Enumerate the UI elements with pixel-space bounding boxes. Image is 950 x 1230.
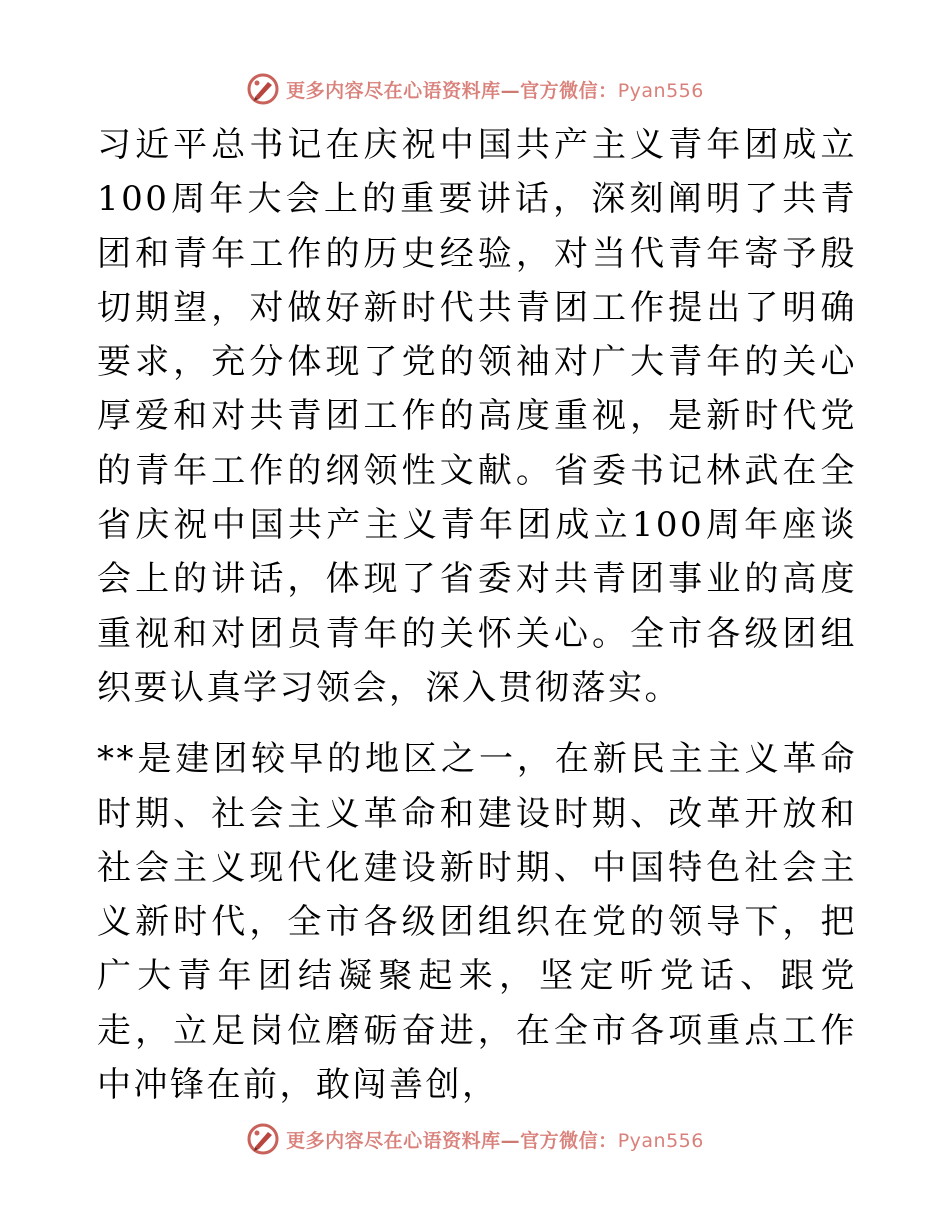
paragraph-2: **是建团较早的地区之一，在新民主主义革命时期、社会主义革命和建设时期、改革开放和社会主义现代化建设新时期、中国特色社会主义新时代，全市各级团组织在党的领导下，把广大青年团结凝聚起来，坚定听党话、跟党走，立足岗位磨砺奋进，在全市各项重点工作中冲锋在前，敢闯善创，	[97, 739, 857, 1106]
watermark-wechat-id: Pyan556	[617, 79, 704, 102]
watermark-dash: —	[500, 1129, 521, 1152]
watermark-text	[286, 76, 704, 103]
watermark-dash: —	[500, 79, 521, 102]
watermark-text	[286, 1126, 704, 1153]
pen-logo-icon	[246, 72, 280, 106]
watermark-site-name: 更多内容尽在心语资料库	[286, 79, 501, 102]
paragraph-1: 习近平总书记在庆祝中国共产主义青年团成立100周年大会上的重要讲话，深刻阐明了共青团和青年工作的历史经验，对当代青年寄予殷切期望，对做好新时代共青团工作提出了明确要求，充分体现了党的领袖对广大青年的关心厚爱和对共青团工作的高度重视，是新时代党的青年工作的纲领性文献。省委书记林武在全省庆祝中国共产主义青年团成立100周年座谈会上的讲话，体现了省委对共青团事业的高度重视和对团员青年的关怀关心。全市各级团组织要认真学习领会，深入贯彻落实。	[97, 125, 857, 708]
document-body	[97, 118, 857, 1112]
watermark-wechat-label: 官方微信：	[520, 79, 618, 102]
watermark-site-name: 更多内容尽在心语资料库	[286, 1129, 501, 1152]
header-watermark	[0, 72, 950, 106]
pen-logo-icon	[246, 1122, 280, 1156]
watermark-wechat-id: Pyan556	[617, 1129, 704, 1152]
watermark-wechat-label: 官方微信：	[520, 1129, 618, 1152]
footer-watermark	[0, 1122, 950, 1156]
